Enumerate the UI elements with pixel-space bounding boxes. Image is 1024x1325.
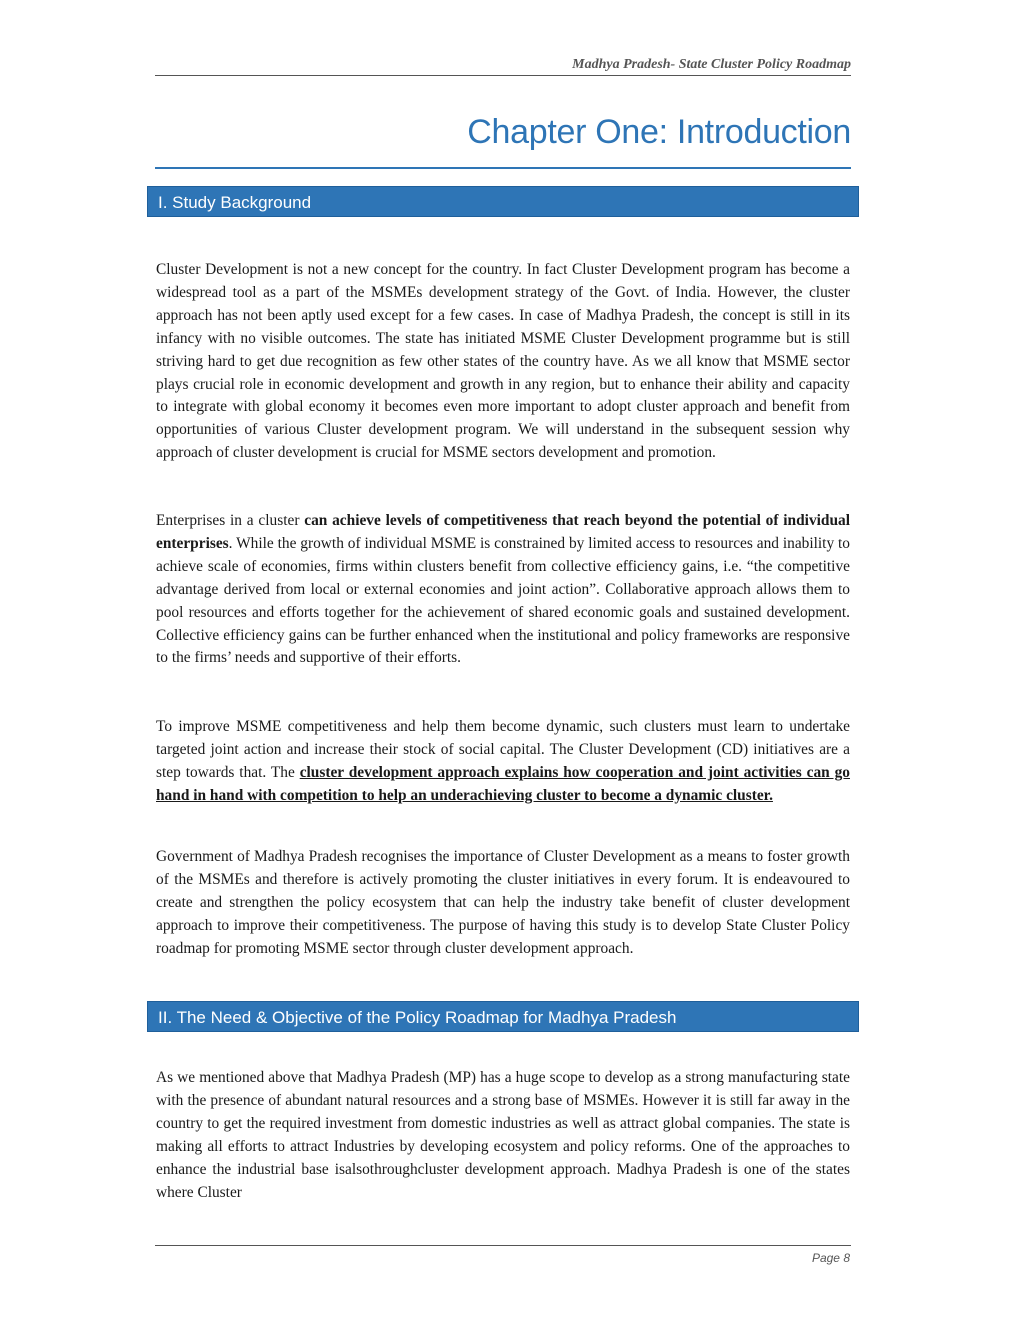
paragraph-lead-text: To improve MSME competitiveness and help them become dynamic, such clusters must learn to undertake targeted joint action and increase their stock of social capital. The Cluster Development (CD) initiatives are a step towards that. The	[156, 718, 850, 781]
header-rule	[155, 75, 851, 76]
paragraph-bold-text: can achieve levels of competitiveness that reach beyond the potential of individual enterprises	[156, 512, 851, 552]
paragraph-underlined-text: cluster development approach explains how cooperation and joint activities can go hand in hand with competition to help an underachieving cluster to become a dynamic cluster.	[156, 763, 850, 804]
paragraph-government-of-mp: Government of Madhya Pradesh recognises the importance of Cluster Development as a means to foster growth of the MSMEs and therefore is actively promoting the cluster initiatives in every forum. It is endeavoured to create and strengthen the policy ecosystem that can help the industry take benefit of cluster development approach to improve their competitiveness. The purpose of having this study is to develop State Cluster Policy roadmap for promoting MSME sector through cluster development approach.	[156, 848, 850, 957]
footer-rule	[155, 1245, 851, 1246]
running-header: Madhya Pradesh- State Cluster Policy Roadmap	[572, 57, 851, 72]
paragraph-cluster-development: Cluster Development is not a new concept for the country. In fact Cluster Development program has become a widespread tool as a part of the MSMEs development strategy of the Govt. of India. However, the cluster approach has not been aptly used except for a few cases. In case of Madhya Pradesh, the concept is still in its infancy with no visible outcomes. The state has initiated MSME Cluster Development programme but is still striving hard to get due recognition as few other states of the country have. As we all know that MSME sector plays crucial role in economic development and growth in any region, but to enhance their ability and capacity to integrate with global economy it becomes even more important to adopt cluster approach and benefit from opportunities of various Cluster development program. We will understand in the subsequent session why approach of cluster development is crucial for MSME sectors development and promotion.	[156, 261, 850, 462]
chapter-rule	[155, 167, 851, 169]
paragraph-lead-text: Enterprises in a cluster	[156, 512, 305, 529]
page-number: Page 8	[811, 1251, 850, 1265]
paragraph-improve-competitiveness	[156, 716, 850, 808]
paragraph-rest-text: . While the growth of individual MSME is constrained by limited access to resources and inability to achieve scale of economies, firms within clusters benefit from collective efficiency gains, i.e. “the competitive advantage derived from local or external economies and joint action”. Collaborative approach allows them to pool resources and efforts together for the achievement of shared economic goals and sustained development. Collective efficiency gains can be further enhanced when the institutional and policy frameworks are responsive to the firms’ needs and supportive of their efforts.	[156, 534, 850, 667]
paragraph-enterprises-in-cluster	[156, 510, 850, 670]
section-heading-study-background: I. Study Background	[147, 186, 859, 217]
paragraph-mp-scope: As we mentioned above that Madhya Pradesh (MP) has a huge scope to develop as a strong manufacturing state with the presence of abundant natural resources and a strong base of MSMEs. However it is still far away in the country to get the required investment from domestic industries as well as attract global companies. The state is making all efforts to attract Industries by developing ecosystem and policy reforms. One of the approaches to enhance the industrial base isalsothroughcluster development approach. Madhya Pradesh is one of the states where Cluster	[156, 1069, 850, 1201]
chapter-title: Chapter One: Introduction	[467, 113, 851, 151]
section-heading-need-objective: II. The Need & Objective of the Policy Roadmap for Madhya Pradesh	[147, 1001, 859, 1032]
